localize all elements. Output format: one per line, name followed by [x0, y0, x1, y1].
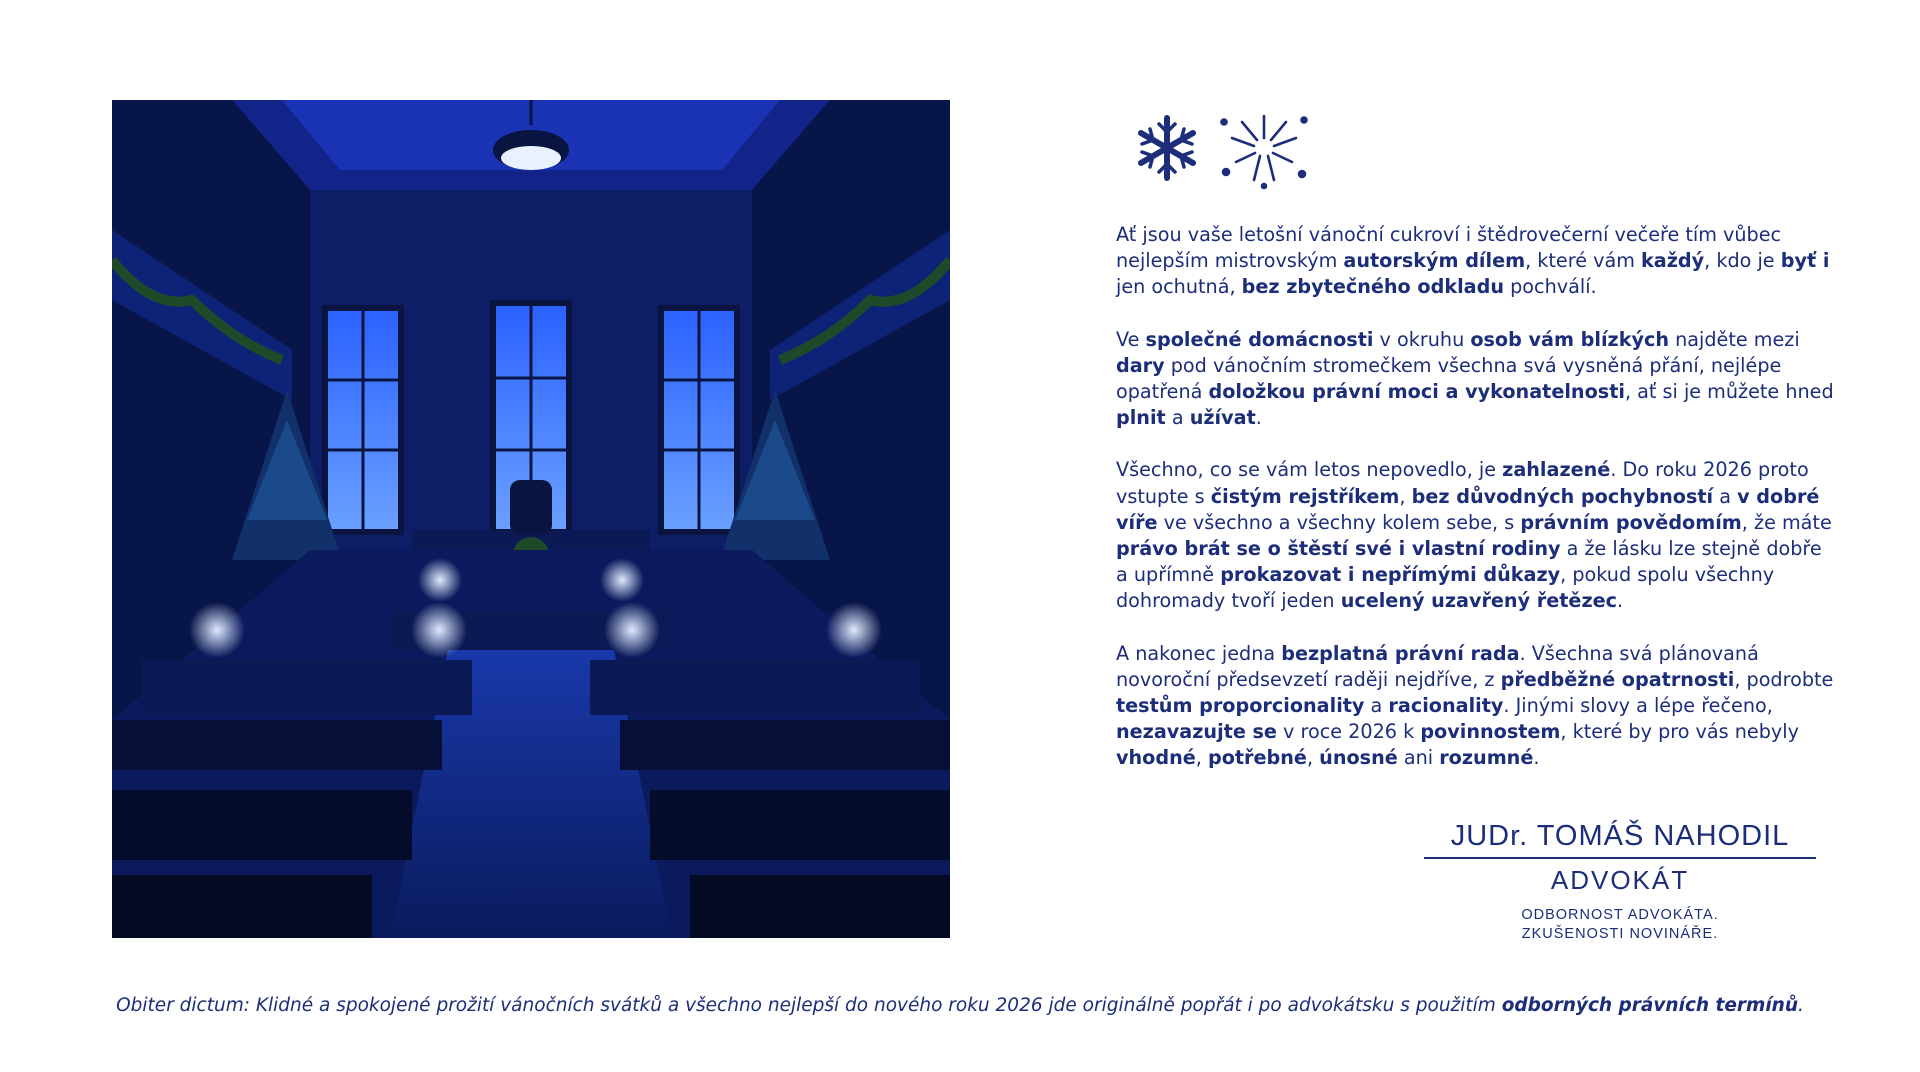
emphasized-term: právo brát se o štěstí své i vlastní rodiny: [1116, 537, 1561, 561]
paragraph: Ve společné domácnosti v okruhu osob vám blízkých najděte mezi dary pod vánočním stromečkem všechna svá vysněná přání, nejlépe opatřená doložkou právní moci a vykonatelnosti, ať si je můžete hned plnit a užívat.: [1116, 327, 1834, 430]
lawyer-name: JUDr. TOMÁŠ NAHODIL: [1450, 820, 1790, 852]
lawyer-role: ADVOKÁT: [1550, 865, 1690, 895]
emphasized-term: rozumné: [1439, 746, 1534, 770]
tagline-1: ODBORNOST ADVOKÁTA.: [1521, 907, 1719, 923]
courtroom-christmas-illustration: [112, 100, 950, 938]
emphasized-term: bez důvodných pochybností: [1411, 484, 1714, 508]
greeting-text: [1116, 222, 1836, 798]
emphasized-term: povinnostem: [1420, 720, 1561, 744]
emphasized-term: únosné: [1319, 746, 1398, 770]
emphasized-term: plnit: [1116, 406, 1166, 430]
paragraph: Ať jsou vaše letošní vánoční cukroví i štědrovečerní večeře tím vůbec nejlepším mistrovským autorským dílem, které vám každý, kdo je byť i jen ochutná, bez zbytečného odkladu pochválí.: [1116, 223, 1830, 299]
window-left: [322, 305, 404, 535]
tagline-2: ZKUŠENOSTI NOVINÁŘE.: [1521, 926, 1719, 942]
emphasized-term: autorským dílem: [1343, 249, 1526, 273]
emphasized-term: bezplatná právní rada: [1281, 641, 1520, 665]
snowflake-icon: [1141, 118, 1193, 178]
paragraph: A nakonec jedna bezplatná právní rada. Všechna svá plánovaná novoroční předsevzetí raději nejdříve, z předběžné opatrnosti, podrobte testům proporcionality a racionality. Jinými slovy a lépe řečeno, nezavazujte se v roce 2026 k povinnostem, které by pro vás nebyly vhodné, potřebné, únosné ani rozumné.: [1116, 641, 1834, 770]
signature-logo: [1424, 820, 1816, 944]
fireworks-icon: [1222, 116, 1307, 188]
emphasized-term: testům proporcionality: [1116, 694, 1365, 718]
emphasized-term: v dobré víře: [1116, 484, 1820, 534]
emphasized-term: vhodné: [1116, 746, 1196, 770]
emphasized-term: právním povědomím: [1520, 510, 1742, 534]
emphasized-term: ucelený uzavřený řetězec: [1340, 589, 1617, 613]
signature-divider: [1424, 857, 1816, 859]
paragraph: Všechno, co se vám letos nepovedlo, je zahlazené. Do roku 2026 proto vstupte s čistým rejstříkem, bez důvodných pochybností a v dobré víře ve všechno a všechny kolem sebe, s právním povědomím, že máte právo brát se o štěstí své i vlastní rodiny a že lásku lze stejně dobře a upřímně prokazovat i nepřímými důkazy, pokud spolu všechny dohromady tvoří jeden ucelený uzavřený řetězec.: [1116, 458, 1832, 613]
emphasized-term: zahlazené: [1502, 458, 1611, 482]
emphasized-term: společné domácnosti: [1145, 327, 1374, 351]
emphasized-term: čistým rejstříkem: [1210, 484, 1400, 508]
emphasized-term: doložkou právní moci a vykonatelnosti: [1208, 380, 1625, 404]
emphasized-term: předběžné opatrnosti: [1500, 667, 1735, 691]
emphasized-term: byť i: [1780, 249, 1830, 273]
emphasized-term: odborných právních termínů: [1501, 995, 1798, 1016]
emphasized-term: dary: [1116, 353, 1165, 377]
emphasized-term: osob vám blízkých: [1470, 327, 1670, 351]
window-right: [658, 305, 740, 535]
emphasized-term: bez zbytečného odkladu: [1241, 275, 1505, 299]
emphasized-term: každý: [1641, 249, 1705, 273]
header-icons: [1130, 108, 1320, 190]
emphasized-term: prokazovat i nepřímými důkazy: [1220, 563, 1561, 587]
emphasized-term: racionality: [1388, 694, 1504, 718]
emphasized-term: nezavazujte se: [1116, 720, 1277, 744]
emphasized-term: potřebné: [1207, 746, 1307, 770]
footer-note: Obiter dictum: Klidné a spokojené prožití vánočních svátků a všechno nejlepší do nového roku 2026 jde originálně popřát i po advokátsku s použitím odborných právních termínů.: [116, 995, 1804, 1016]
emphasized-term: užívat: [1189, 406, 1256, 430]
